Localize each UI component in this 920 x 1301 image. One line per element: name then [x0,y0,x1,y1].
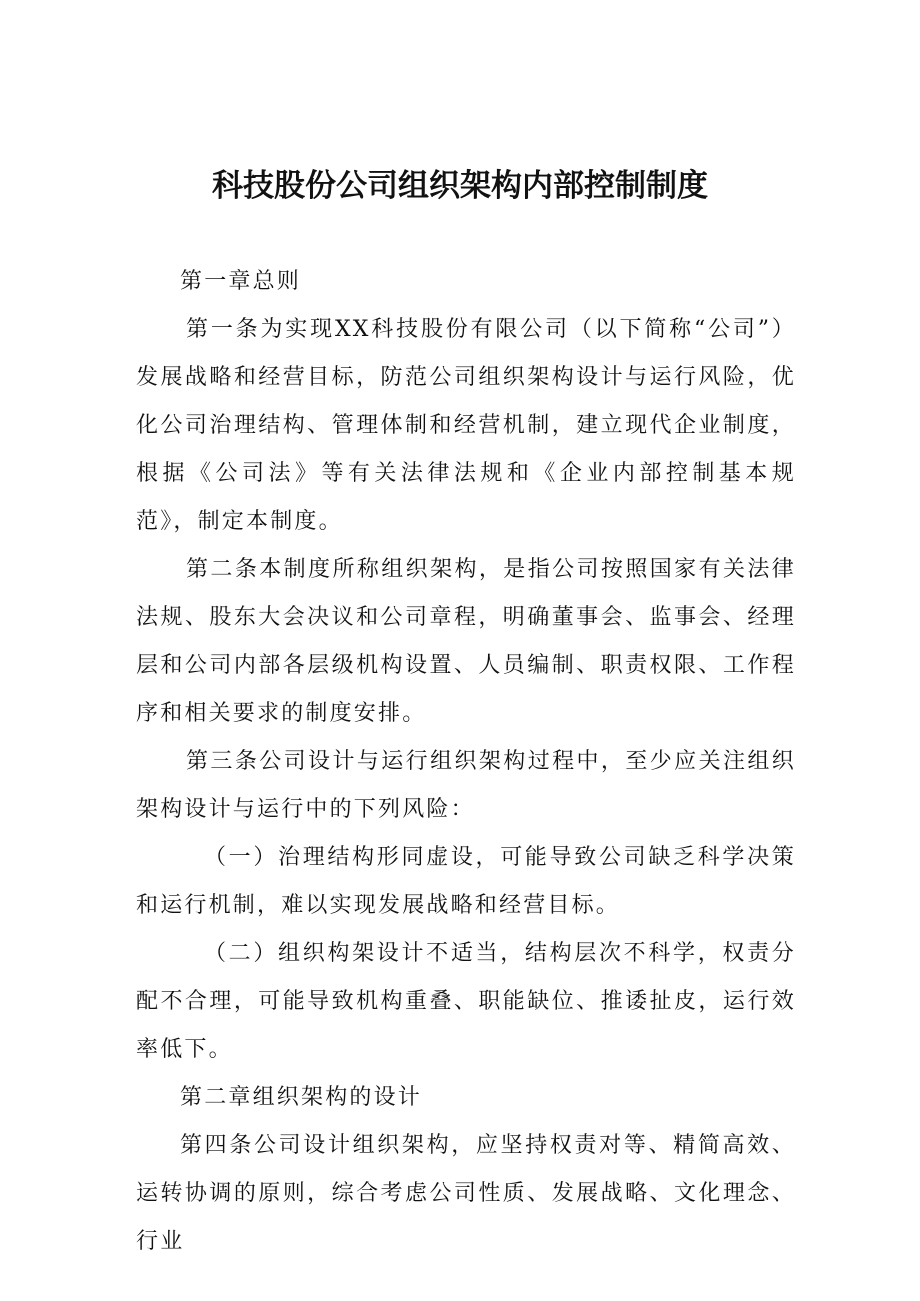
article-paragraph: 第二条本制度所称组织架构，是指公司按照国家有关法律法规、股东大会决议和公司章程，明确董事会、监事会、经理层和公司内部各层级机构设置、人员编制、职责权限、工作程序和相关要求的制度安排。 [136,557,796,726]
article-paragraph: 第三条公司设计与运行组织架构过程中，至少应关注组织架构设计与运行中的下列风险： [136,749,796,822]
chapter-heading: 第一章总则 [180,269,302,294]
article-paragraph: 第四条公司设计组织架构，应坚持权责对等、精简高效、运转协调的原则，综合考虑公司性质、发展战略、文化理念、行业 [136,1133,796,1254]
chapter-heading: 第二章组织架构的设计 [180,1085,423,1110]
risk-item: （二）组织构架设计不适当，结构层次不科学，权责分配不合理，可能导致机构重叠、职能缺位、推诿扯皮，运行效率低下。 [136,941,796,1062]
article-paragraph: 第一条为实现XX科技股份有限公司（以下简称“公司”）发展战略和经营目标，防范公司组织架构设计与运行风险，优化公司治理结构、管理体制和经营机制，建立现代企业制度，根据《公司法》等有关法律法规和《企业内部控制基本规范》，制定本制度。 [136,317,796,534]
risk-item: （一）治理结构形同虚设，可能导致公司缺乏科学决策和运行机制，难以实现发展战略和经营目标。 [136,845,796,918]
document-body [136,258,796,1266]
document-title: 科技股份公司组织架构内部控制制度 [212,168,708,204]
